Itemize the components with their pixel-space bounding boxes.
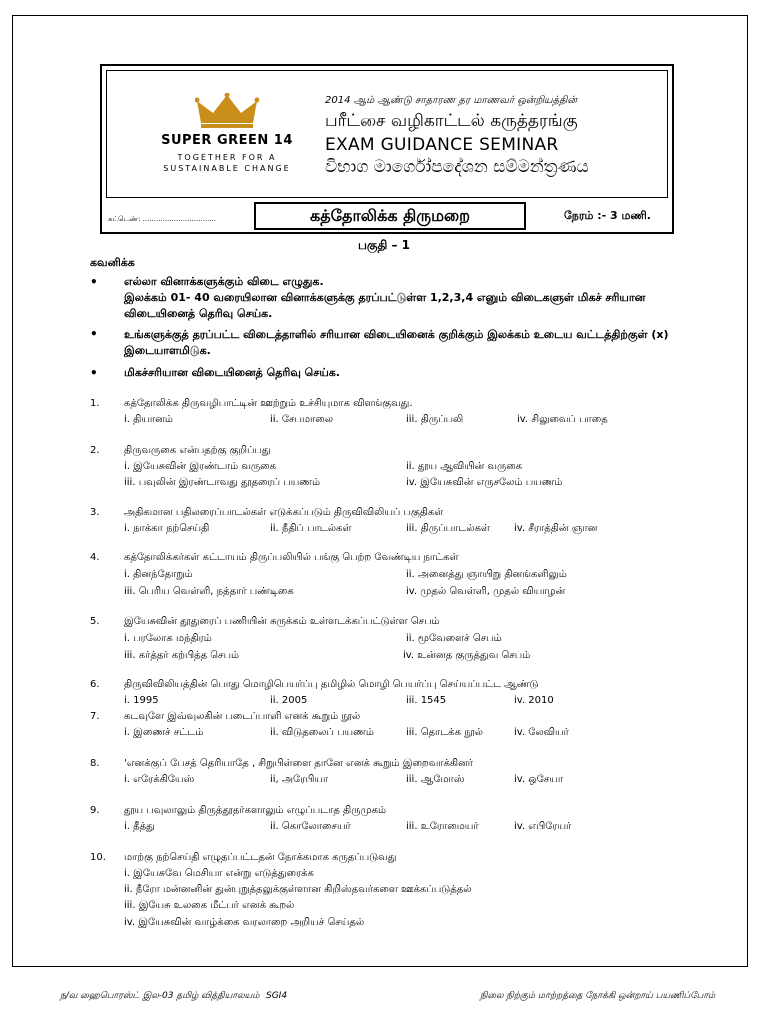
- exam-duration: நேரம் :- 3 மணி.: [564, 209, 651, 222]
- seminar-year-line: 2014 ஆம் ஆண்டு சாதாரண தர மாணவர் ஒன்றியத்தின்: [325, 95, 578, 106]
- question-text: திருவருகை என்பதற்கு குறிப்பது: [124, 445, 271, 456]
- question-number: 10.: [90, 852, 106, 863]
- question-option: iv. 2010: [514, 695, 554, 706]
- question-number: 2.: [90, 445, 100, 456]
- question-text: 'எனக்குப் பேசத் தெரியாதே , சிறுபிள்ளை தானே எனக் கூறும் இறைவாக்கினர்: [124, 758, 474, 769]
- seminar-title-english: EXAM GUIDANCE SEMINAR: [325, 135, 559, 155]
- question-option: iii. திருப்பலி: [406, 414, 464, 425]
- crown-icon: [195, 93, 259, 129]
- question-option: ii. மூவேளைச் செபம்: [406, 633, 502, 644]
- question-number: 5.: [90, 616, 100, 627]
- question-option: i. நாக்கா நற்செய்தி: [124, 523, 210, 534]
- question-option: iii. ஆமோஸ்: [406, 774, 465, 785]
- subject-title: கத்தோலிக்க திருமறை: [254, 202, 526, 230]
- question-option: i. இயேசுவே மெசியா என்று எடுத்துரைக்க: [124, 868, 314, 879]
- footer-motto: நிலை நிற்கும் மாற்றத்தை நோக்கி ஒன்றாய் பயணிப்போம்: [480, 991, 716, 1001]
- question-option: iv. இயேசுவின் எருசலேம் பயணம்: [406, 477, 563, 488]
- question-option: iii. பவுலின் இரண்டாவது தூதரைப் பயணம்: [124, 477, 321, 488]
- question-text: கடவுளே இவ்வுலகின் படைப்பாளி எனக் கூறும் நூல்: [124, 711, 361, 722]
- question-number: 7.: [90, 711, 100, 722]
- section-title: பகுதி – 1: [357, 238, 411, 252]
- question-option: ii. விடுதலைப் பயணம்: [270, 727, 374, 738]
- footer-school-name: ந/வ ஹைபொரஸ்ட் இல-03 தமிழ் வித்தியாலயம்: [60, 991, 260, 1001]
- brand-tagline-line1: TOGETHER FOR A: [177, 153, 277, 162]
- question-option: iii. தொடக்க நூல்: [406, 727, 483, 738]
- question-option: iv. முதல் வெள்ளி, முதல் வியாழன்: [406, 586, 566, 597]
- question-option: i. இணைச் சட்டம்: [124, 727, 204, 738]
- question-option: ii. சேபமாலை: [270, 414, 334, 425]
- instruction-item: எல்லா வினாக்களுக்கும் விடை எழுதுக.: [124, 275, 324, 288]
- footer-code: SGI4: [266, 991, 288, 1001]
- question-option: ii, அரேபியா: [270, 774, 329, 785]
- question-text: கத்தோலிக்கர்கள் கட்டாயம் திருப்பலியில் பங்கு பெற்ற வேண்டிய நாட்கள்: [124, 552, 459, 563]
- exam-header: [100, 64, 674, 234]
- question-number: 4.: [90, 552, 100, 563]
- question-option: i. தீத்து: [124, 821, 155, 832]
- question-option: ii. அனைத்து ஞாயிறு தினங்களிலும்: [406, 569, 567, 580]
- question-text: தூய பவுலாலும் திருத்தூதர்களாலும் எழுப்படாத திருமுகம்: [124, 805, 387, 816]
- question-text: அதிகமான பதிலரைப்பாடல்கள் எடுக்கப்படும் திருவிவிலியப் பகுதிகள்: [124, 507, 444, 518]
- question-option: i. எரேக்கியேஸ்: [124, 774, 195, 785]
- question-option: iii. இயேசு உலகை மீட்பர் எனக் கூறல்: [124, 900, 295, 911]
- question-option: ii. தூய ஆவியின் வருகை: [406, 461, 523, 472]
- notice-heading: கவனிக்க: [90, 256, 135, 269]
- question-option: iii. கர்த்தர் கற்பித்த செபம்: [124, 650, 240, 661]
- question-number: 1.: [90, 398, 100, 409]
- question-option: iv. லேவியர்: [514, 727, 569, 738]
- question-option: iii. உரோமையர்: [406, 821, 479, 832]
- question-number: 9.: [90, 805, 100, 816]
- question-number: 6.: [90, 679, 100, 690]
- question-text: இயேசுவின் தூதுரைப் பணியின் சுருக்கம் உள்ளடக்கப்பட்டுள்ள செபம்: [124, 616, 440, 627]
- question-option: i. பரலோக மந்திரம்: [124, 633, 212, 644]
- brand-name: SUPER GREEN 14: [161, 133, 293, 148]
- question-text: திருவிவிலியத்தின் பொது மொழிபெயர்ப்பு தமிழில் மொழி பெயர்ப்பு செய்யப்பட்ட ஆண்டு: [124, 679, 539, 690]
- bullet-icon: •: [90, 366, 98, 380]
- question-option: ii. கொலோசையர்: [270, 821, 351, 832]
- question-option: i. தினந்தோறும்: [124, 569, 193, 580]
- question-option: i. தியானம்: [124, 414, 173, 425]
- question-option: iv. ஒசேயா: [514, 774, 564, 785]
- question-option: iv. இயேசுவின் வாழ்க்கை வரலாறை அறியச் செய்தல்: [124, 917, 365, 928]
- seminar-title-tamil: பரீட்சை வழிகாட்டல் கருத்தரங்கு: [325, 111, 578, 131]
- index-number-label: சுட்டெண்: .................................: [108, 215, 217, 223]
- question-option: iv. உன்னத குருத்துவ செபம்: [403, 650, 531, 661]
- question-number: 3.: [90, 507, 100, 518]
- bullet-icon: •: [90, 275, 98, 289]
- question-option: i. இயேசுவின் இரண்டாம் வருகை: [124, 461, 277, 472]
- question-option: iv. சீராத்தின் ஞான: [514, 523, 598, 534]
- question-option: ii. நீதிப் பாடல்கள்: [270, 523, 352, 534]
- question-option: iii. திருப்பாடல்கள்: [406, 523, 490, 534]
- instruction-item: மிகச்சரியான விடையினைத் தெரிவு செய்க.: [124, 366, 340, 379]
- brand-tagline-line2: SUSTAINABLE CHANGE: [163, 164, 291, 173]
- question-option: ii. நீரோ மன்னனின் துன்புறுத்தலுக்குள்ளான கிறிஸ்தவர்களை ஊக்கப்படுத்தல்: [124, 884, 472, 895]
- seminar-title-sinhala: විභාග මාර්ගෝපදේශන සම්මන්ත්‍රණය: [325, 157, 589, 177]
- question-option: iii. 1545: [406, 695, 447, 706]
- question-option: i. 1995: [124, 695, 159, 706]
- question-option: iii. பெரிய வெள்ளி, நத்தார் பண்டிகை: [124, 586, 294, 597]
- question-text: கத்தோலிக்க திருவழிபாட்டின் ஊற்றும் உச்சியுமாக விளங்குவது.: [124, 398, 413, 409]
- instruction-item: இலக்கம் 01- 40 வரையிலான வினாக்களுக்கு தரப்பட்டுள்ள 1,2,3,4 எனும் விடைகளுள் மிகச் சரியான விடையினைத் தெரிவு செய்க.: [124, 291, 646, 320]
- question-text: மாற்கு நற்செய்தி எழுதப்பட்டதன் நோக்கமாக கருதப்படுவது: [124, 852, 397, 863]
- instruction-item: உங்களுக்குத் தரப்பட்ட விடைத்தாளில் சரியான விடையினைக் குறிக்கும் இலக்கம் உடைய வட்டத்திற்குள் (x) இடையாளமிடுக.: [124, 328, 669, 357]
- bullet-icon: •: [90, 327, 98, 341]
- question-option: iv. எபிரேயர்: [514, 821, 572, 832]
- question-option: ii. 2005: [270, 695, 308, 706]
- question-option: iv. சிலுவைப் பாதை: [517, 414, 608, 425]
- question-number: 8.: [90, 758, 100, 769]
- seminar-banner: [106, 70, 668, 198]
